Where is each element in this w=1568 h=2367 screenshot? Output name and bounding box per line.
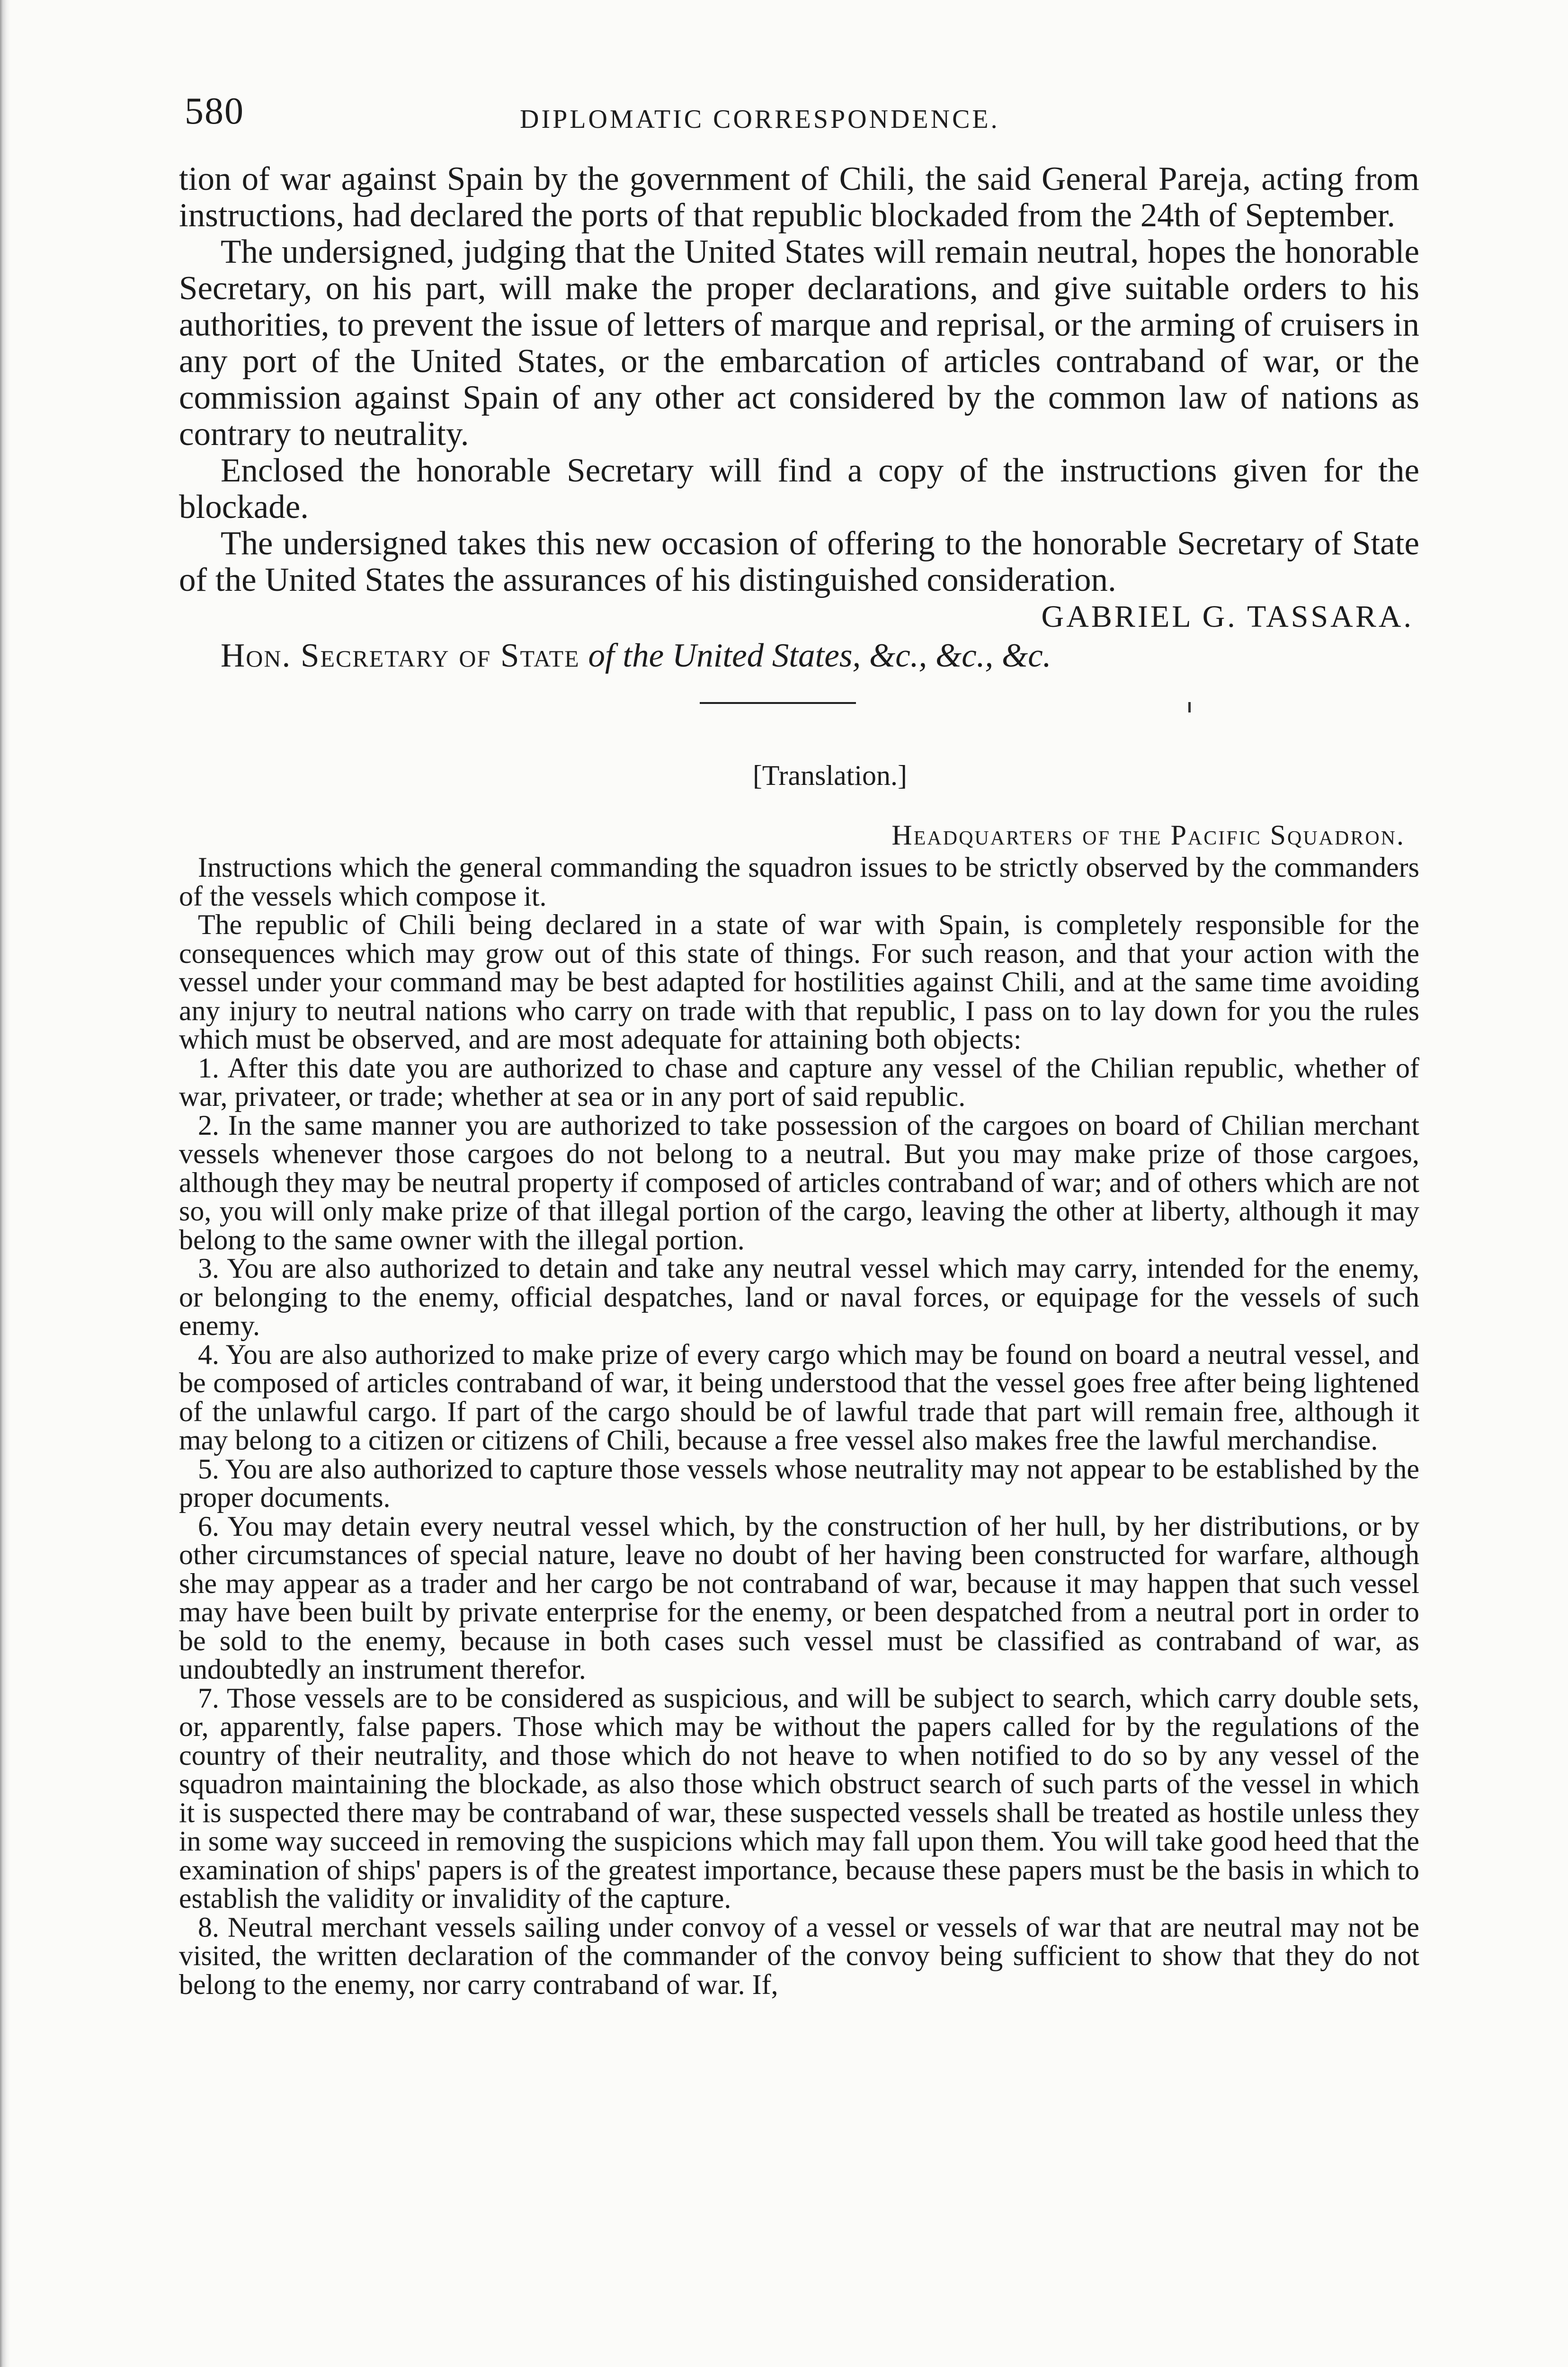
letter-paragraph-3: Enclosed the honorable Secretary will find a copy of the instructions given for the blockade. [179, 452, 1419, 525]
scan-edge [0, 0, 10, 2367]
section-divider [179, 676, 1419, 728]
addressee [179, 635, 1419, 676]
instructions-rule-6: 6. You may detain every neutral vessel which, by the construction of her hull, by her distributions, or by other circumstances of special nature, leave no doubt of her having been constructed for warfare, although she may appear as a trader and her cargo be not contraband of war, because it may happen that such vessel may have been built by private enterprise for the enemy, or been despatched from a neutral port in order to be sold to the enemy, because in both cases such vessel must be classified as contraband of war, as undoubtedly an instrument therefor. [179, 1510, 1419, 1685]
scan-speck [1188, 702, 1191, 712]
signature: GABRIEL G. TASSARA. [1041, 599, 1414, 634]
page-number: 580 [185, 90, 244, 132]
instructions-rule-2: 2. In the same manner you are authorized to take possession of the cargoes on board of Chilian merchant vessels whenever those cargoes do not belong to a neutral. But you may make prize of those cargoes, although they may be neutral property if composed of articles contraband of war; and of others which are not so, you will only make prize of that illegal portion of the cargo, leaving the other at liberty, although it may belong to the same owner with the illegal portion. [179, 1109, 1419, 1255]
instructions-paragraph-preamble: The republic of Chili being declared in a state of war with Spain, is completely responsible for the consequences which may grow out of this state of things. For such reason, and that your action with the vessel under your command may be best adapted for hostilities against Chili, and at the same time avoiding any injury to neutral nations who carry on trade with that republic, I pass on to lay down for you the rules which must be observed, and are most adequate for attaining both objects: [179, 909, 1419, 1055]
addressee-suffix: of the United States, &c., &c., &c. [588, 637, 1051, 674]
letter-paragraph-2: The undersigned, judging that the United States will remain neutral, hopes the honorable Secretary, on his part, will make the proper declarations, and give suitable orders to his authorities, to prevent the issue of letters of marque and reprisal, or the arming of cruisers in any port of the United States, or the embarcation of articles contraband of war, or the commission against Spain of any other act considered by the common law of nations as contrary to neutrality. [179, 233, 1419, 453]
letter-paragraph-4: The undersigned takes this new occasion of offering to the honorable Secretary of State of the United States the assurances of his distinguished consideration. [179, 525, 1419, 598]
instructions-rule-5: 5. You are also authorized to capture those vessels whose neutrality may not appear to be established by the proper documents. [179, 1453, 1419, 1513]
instructions-rule-4: 4. You are also authorized to make prize of every cargo which may be found on board a neutral vessel, and be composed of articles contraband of war, it being understood that the vessel goes free after being lightened of the unlawful cargo. If part of the cargo should be of lawful trade that part will remain free, although it may belong to a citizen or citizens of Chili, because a free vessel also makes free the lawful merchandise. [179, 1338, 1419, 1456]
instructions-heading: Headquarters of the Pacific Squadron. [891, 819, 1405, 851]
instructions-paragraph-intro: Instructions which the general commanding the squadron issues to be strictly observed by the commanders of the vessels which compose it. [179, 852, 1419, 912]
running-head [179, 90, 1419, 142]
divider-rule [700, 702, 856, 704]
addressee-title: Hon. Secretary of State [221, 637, 580, 674]
instructions-rule-7: 7. Those vessels are to be considered as suspicious, and will be subject to search, which carry double sets, or, apparently, false papers. Those which may be without the papers called for by the regulations of the country of their neutrality, and those which do not heave to when notified to do so by any vessel of the squadron maintaining the blockade, as also those which obstruct search of such parts of the vessel in which it is suspected there may be contraband of war, these suspected vessels shall be treated as hostile unless they in some way succeed in removing the suspicions which may fall upon them. You will take good heed that the examination of ships' papers is of the greatest importance, because these papers must be the basis in which to establish the validity or invalidity of the capture. [179, 1682, 1419, 1914]
translation-label: [Translation.] [752, 760, 908, 791]
letter-body [179, 161, 1419, 598]
instructions-body [179, 853, 1419, 1999]
instructions-rule-8: 8. Neutral merchant vessels sailing under convoy of a vessel or vessels of war that are neutral may not be visited, the written declaration of the commander of the convoy being sufficient to show that they do not belong to the enemy, nor carry contraband of war. If, [179, 1911, 1419, 2000]
running-title: DIPLOMATIC CORRESPONDENCE. [520, 105, 1000, 134]
instructions-rule-3: 3. You are also authorized to detain and take any neutral vessel which may carry, intended for the enemy, or belonging to the enemy, official despatches, land or naval forces, or equipage for the vessels of such enemy. [179, 1253, 1419, 1341]
letter-paragraph-1: tion of war against Spain by the government of Chili, the said General Pareja, acting from instructions, had declared the ports of that republic blockaded from the 24th of September. [179, 160, 1419, 234]
instructions-rule-1: 1. After this date you are authorized to chase and capture any vessel of the Chilian republic, whether of war, privateer, or trade; whether at sea or in any port of said republic. [179, 1052, 1419, 1112]
page-content [179, 90, 1419, 1999]
